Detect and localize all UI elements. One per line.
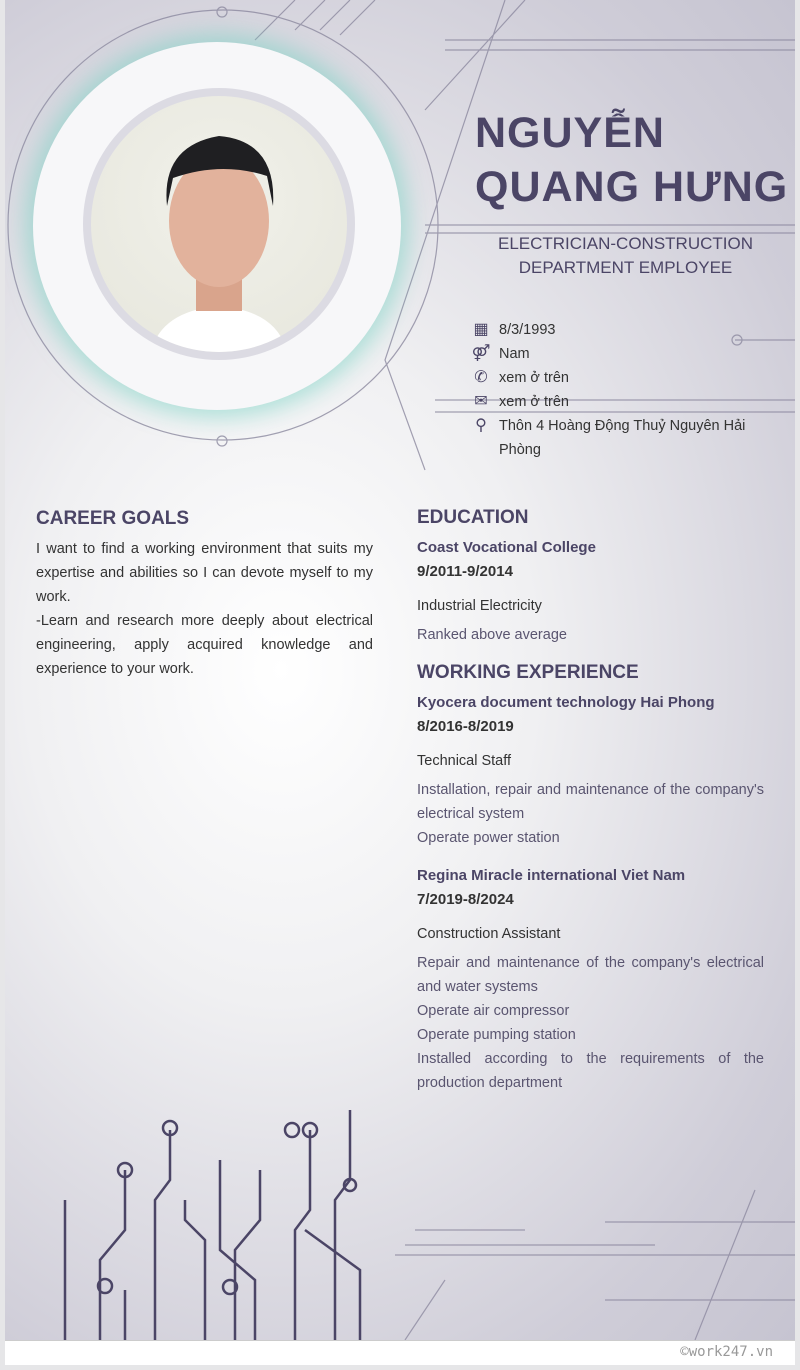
address: Thôn 4 Hoàng Động Thuỷ Nguyên Hải Phòng <box>499 418 746 458</box>
email-row <box>463 390 763 414</box>
job-detail: Installed according to the requirements of the production department <box>417 1051 764 1091</box>
name-line-2: QUANG HƯNG <box>475 163 789 211</box>
career-goals-section <box>36 507 373 681</box>
watermark: ©work247.vn <box>680 1344 773 1360</box>
school-name: Coast Vocational College <box>417 539 596 556</box>
career-text: -Learn and research more deeply about electrical engineering, apply acquired knowledge and experience to your work. <box>36 613 373 677</box>
job-detail: Operate power station <box>417 830 560 846</box>
phone-icon: ✆ <box>474 369 488 386</box>
job-entry <box>417 691 764 850</box>
gender: Nam <box>499 346 530 362</box>
birthdate-row <box>463 318 763 342</box>
job-detail: Operate air compressor <box>417 1003 570 1019</box>
job-role: Construction Assistant <box>417 926 561 942</box>
birthdate: 8/3/1993 <box>499 322 556 338</box>
job-detail: Operate pumping station <box>417 1027 576 1043</box>
right-column <box>417 506 764 1109</box>
education-section <box>417 506 764 647</box>
name-line-1: NGUYỄN <box>475 109 665 157</box>
job-title: ELECTRICIAN-CONSTRUCTION DEPARTMENT EMPLOYEE <box>497 234 753 277</box>
person-photo <box>91 96 347 352</box>
avatar <box>83 88 355 360</box>
phone-row <box>463 366 763 390</box>
education-dates: 9/2011-9/2014 <box>417 563 513 580</box>
full-name <box>475 106 788 214</box>
company-name: Kyocera document technology Hai Phong <box>417 694 715 711</box>
company-name: Regina Miracle international Viet Nam <box>417 867 686 884</box>
career-text: I want to find a working environment that suits my expertise and abilities so I can devote myself to my work. <box>36 541 373 605</box>
gender-row <box>463 342 763 366</box>
section-heading: WORKING EXPERIENCE <box>417 662 639 683</box>
experience-section <box>417 661 764 1095</box>
job-entry <box>417 864 764 1095</box>
section-heading: EDUCATION <box>417 507 529 528</box>
job-detail: Repair and maintenance of the company's electrical and water systems <box>417 955 764 995</box>
email-icon: ✉ <box>474 393 488 410</box>
education-note: Ranked above average <box>417 627 567 643</box>
major: Industrial Electricity <box>417 598 542 614</box>
resume-page <box>5 0 795 1340</box>
footer <box>5 1340 795 1365</box>
job-role: Technical Staff <box>417 753 512 769</box>
section-heading: CAREER GOALS <box>36 508 190 529</box>
job-dates: 7/2019-8/2024 <box>417 891 514 908</box>
contact-info <box>463 318 763 462</box>
phone: xem ở trên <box>499 370 569 386</box>
job-detail: Installation, repair and maintenance of the company's electrical system <box>417 782 764 822</box>
address-row <box>463 414 763 462</box>
email: xem ở trên <box>499 394 569 410</box>
gender-icon: ⚤ <box>471 345 491 362</box>
location-icon: ⚲ <box>475 417 487 434</box>
job-dates: 8/2016-8/2019 <box>417 718 514 735</box>
calendar-icon: ▦ <box>473 321 489 338</box>
